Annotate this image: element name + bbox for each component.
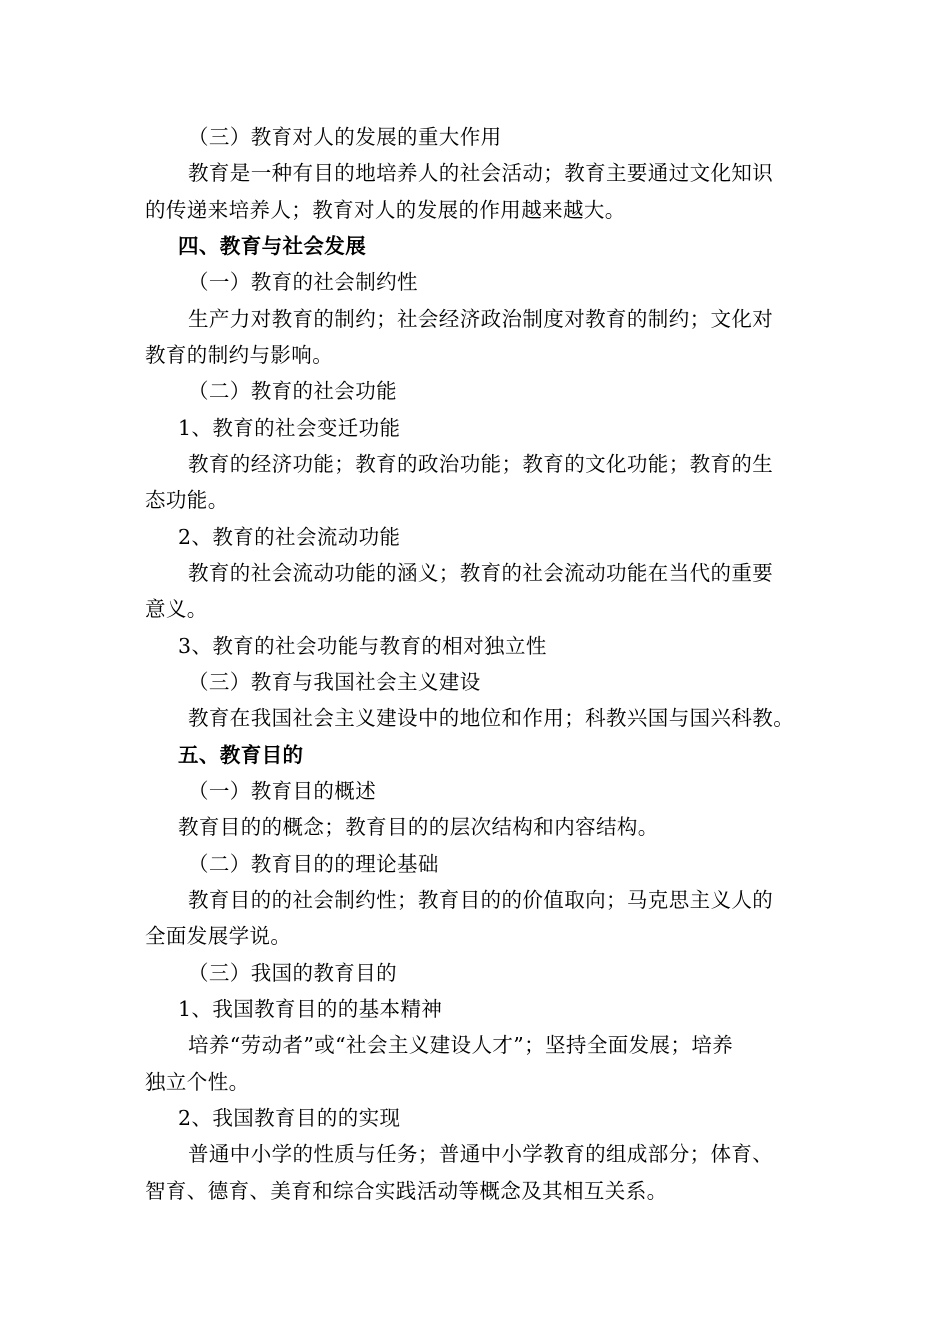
paragraph-line: 教育是一种有目的地培养人的社会活动；教育主要通过文化知识: [188, 161, 774, 185]
numbered-item: 3、教育的社会功能与教育的相对独立性: [178, 634, 547, 658]
numbered-item: 2、教育的社会流动功能: [178, 525, 401, 549]
paragraph-line: 教育目的的概念；教育目的的层次结构和内容结构。: [178, 815, 659, 839]
numbered-item: 2、我国教育目的的实现: [178, 1106, 401, 1130]
paragraph-line: 意义。: [145, 597, 208, 621]
section-heading: 四、教育与社会发展: [178, 234, 367, 258]
paragraph-line: 全面发展学说。: [145, 924, 292, 948]
subheading: （二）教育目的的理论基础: [188, 852, 439, 876]
paragraph-line: 教育目的的社会制约性；教育目的的价值取向；马克思主义人的: [188, 888, 774, 912]
section-heading: 五、教育目的: [178, 743, 304, 767]
paragraph-line: 教育的社会流动功能的涵义；教育的社会流动功能在当代的重要: [188, 561, 774, 585]
paragraph-line: 普通中小学的性质与任务；普通中小学教育的组成部分；体育、: [188, 1142, 774, 1166]
paragraph-line: 智育、德育、美育和综合实践活动等概念及其相互关系。: [145, 1179, 668, 1203]
paragraph-line: 的传递来培养人；教育对人的发展的作用越来越大。: [145, 198, 626, 222]
subheading: （一）教育的社会制约性: [188, 270, 418, 294]
paragraph-line: 培养“劳动者”或“社会主义建设人才”；坚持全面发展；培养: [188, 1033, 734, 1057]
paragraph-line: 生产力对教育的制约；社会经济政治制度对教育的制约；文化对: [188, 307, 774, 331]
subheading: （一）教育目的概述: [188, 779, 377, 803]
paragraph-line: 独立个性。: [145, 1070, 250, 1094]
subheading: （二）教育的社会功能: [188, 379, 397, 403]
paragraph-line: 教育的经济功能；教育的政治功能；教育的文化功能；教育的生: [188, 452, 774, 476]
numbered-item: 1、教育的社会变迁功能: [178, 416, 401, 440]
paragraph-line: 教育的制约与影响。: [145, 343, 334, 367]
subheading: （三）我国的教育目的: [188, 961, 397, 985]
subheading: （三）教育与我国社会主义建设: [188, 670, 481, 694]
paragraph-line: 态功能。: [145, 488, 229, 512]
numbered-item: 1、我国教育目的的基本精神: [178, 997, 443, 1021]
paragraph-line: 教育在我国社会主义建设中的地位和作用；科教兴国与国兴科教。: [188, 706, 795, 730]
subheading: （三）教育对人的发展的重大作用: [188, 125, 502, 149]
